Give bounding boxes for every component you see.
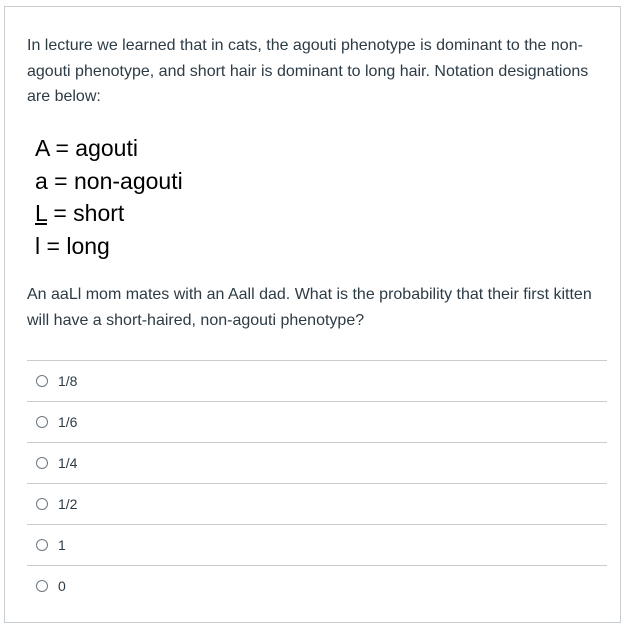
quiz-question-card (4, 6, 621, 623)
question-intro-text: In lecture we learned that in cats, the agouti phenotype is dominant to the non-agouti phenotype, and short hair is dominant to long hair. Notation designations are below: (27, 37, 589, 105)
answer-label: 1/2 (58, 496, 78, 512)
answer-option[interactable] (27, 524, 607, 565)
radio-button[interactable] (36, 539, 48, 551)
answer-options (27, 360, 607, 606)
radio-button[interactable] (36, 457, 48, 469)
answer-option[interactable] (27, 360, 607, 401)
answer-option[interactable] (27, 442, 607, 483)
answer-option[interactable] (27, 401, 607, 442)
radio-button[interactable] (36, 580, 48, 592)
notation-list (35, 132, 183, 262)
answer-label: 1/8 (58, 373, 78, 389)
radio-button[interactable] (36, 375, 48, 387)
answer-label: 1 (58, 537, 66, 553)
answer-label: 1/6 (58, 414, 78, 430)
radio-button[interactable] (36, 498, 48, 510)
notation-item-l: l = long (35, 232, 110, 259)
answer-label: 0 (58, 578, 66, 594)
notation-item-L: L = short (35, 200, 125, 226)
notation-item-A: A = agouti (35, 135, 138, 161)
notation-item-a: a = non-agouti (35, 167, 183, 194)
radio-button[interactable] (36, 416, 48, 428)
question-prompt-text: An aaLl mom mates with an Aall dad. What is the probability that their first kitten will have a short-haired, non-agouti phenotype? (27, 286, 592, 329)
answer-option[interactable] (27, 565, 607, 606)
answer-label: 1/4 (58, 455, 78, 471)
answer-option[interactable] (27, 483, 607, 524)
